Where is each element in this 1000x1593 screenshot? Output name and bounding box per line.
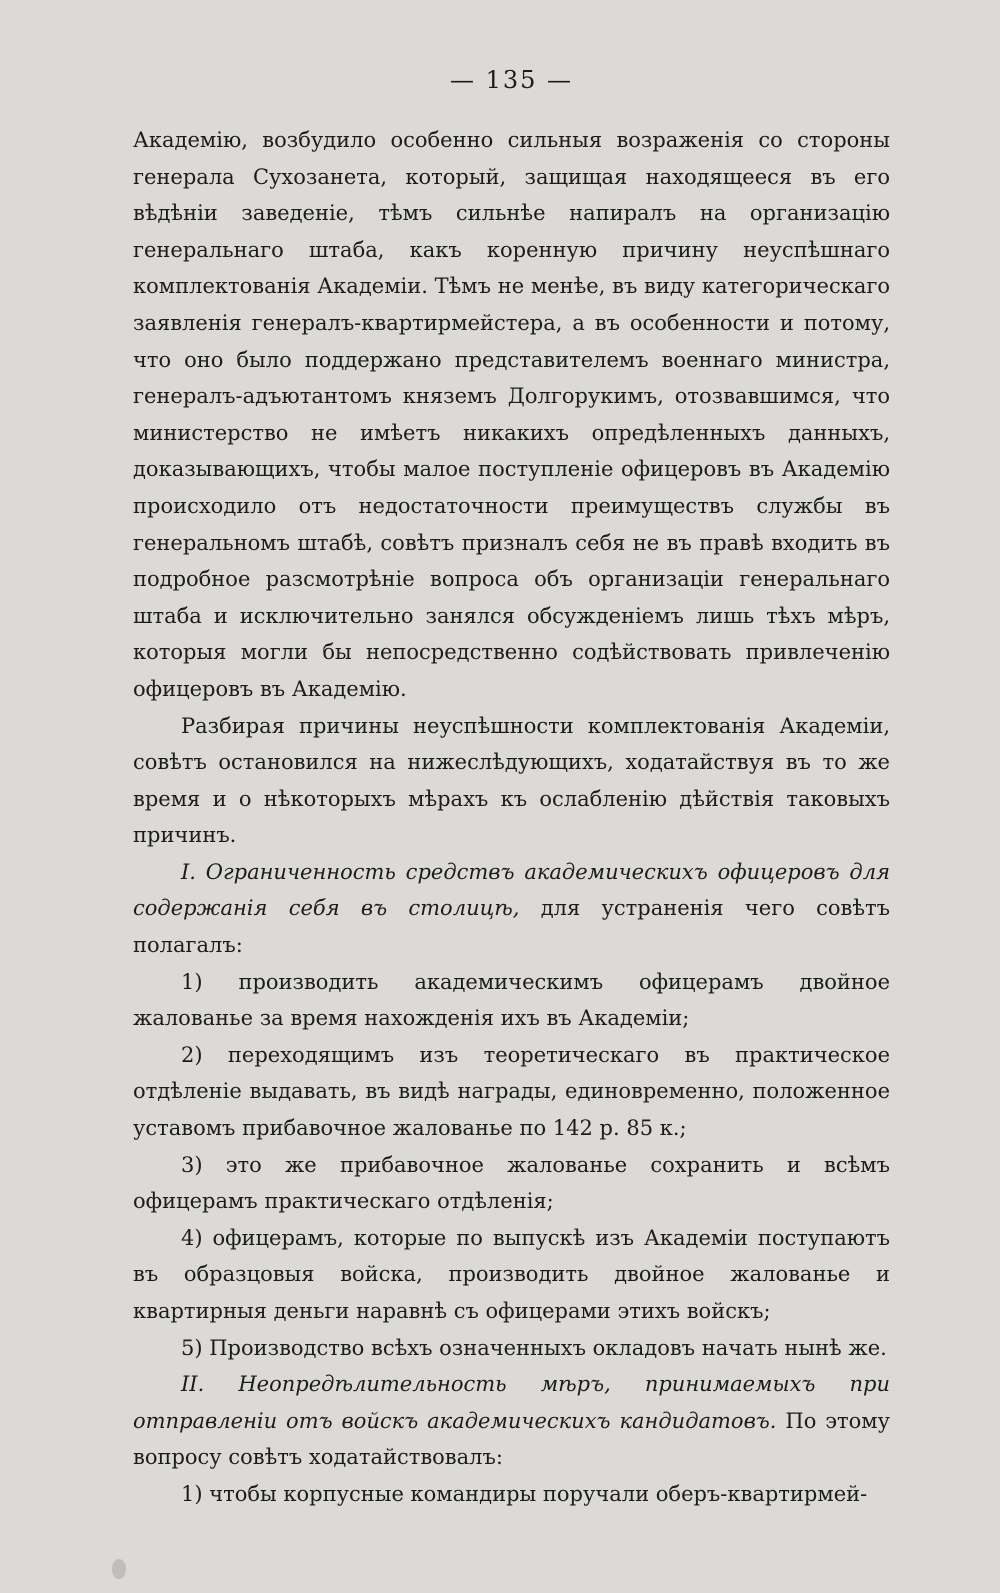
list-item-5	[133, 1330, 890, 1367]
paragraph-text: Академію, возбудило особенно сильныя возраженія со стороны генерала Сухозанета, который, защищая находящееся въ его вѣдѣніи заведеніе, тѣмъ сильнѣе напиралъ на организацію генеральнаго штаба, какъ коренную причину неуспѣшнаго комплектованія Академіи. Тѣмъ не менѣе, въ виду категорическаго заявленія генералъ-квартирмейстера, а въ особенности и потому, что оно было поддержано представителемъ военнаго министра, генералъ-адъютантомъ княземъ Долгорукимъ, отозвавшимся, что министерство не имѣетъ никакихъ опредѣленныхъ данныхъ, доказывающихъ, чтобы малое поступленіе офицеровъ въ Академію происходило отъ недостаточности преимуществъ службы въ генеральномъ штабѣ, совѣтъ призналъ себя не въ правѣ входить въ подробное разсмотрѣніе вопроса объ организаціи генеральнаго штаба и исключительно занялся обсужденіемъ лишь тѣхъ мѣръ, которыя могли бы непосредственно содѣйствовать привлеченію офицеровъ въ Академію.	[133, 128, 890, 701]
paragraph-text: 5) Производство всѣхъ означенныхъ окладовъ начать нынѣ же.	[181, 1335, 887, 1360]
list-item-6	[133, 1476, 890, 1513]
paragraph-section-2	[133, 1366, 890, 1476]
page-number: — 135 —	[449, 66, 574, 94]
list-item-4	[133, 1220, 890, 1330]
paragraph-text: 4) офицерамъ, которые по выпускѣ изъ Академіи поступаютъ въ образцовыя войска, производить двойное жалованье и квартирныя деньги наравнѣ съ офицерами этихъ войскъ;	[133, 1225, 890, 1323]
paragraph-text: По этому вопросу совѣтъ ходатайствовалъ:	[133, 1408, 890, 1470]
section-heading-italic: II. Неопредѣлительность мѣръ, принимаемыхъ при отправленіи отъ войскъ академическихъ кандидатовъ.	[133, 1372, 890, 1433]
paragraph-1	[133, 122, 890, 708]
paragraph-text: 1) производить академическимъ офицерамъ двойное жалованье за время нахожденія ихъ въ Академіи;	[133, 969, 890, 1031]
paragraph-text: 2) переходящимъ изъ теоретическаго въ практическое отдѣленіе выдавать, въ видѣ награды, единовременно, положенное уставомъ прибавочное жалованье по 142 р. 85 к.;	[133, 1042, 890, 1141]
list-item-1	[133, 964, 890, 1037]
paragraph-text: 1) чтобы корпусные командиры поручали оберъ-квартирмей-	[181, 1481, 868, 1506]
paper-stain	[112, 1559, 126, 1579]
paragraph-text: для устраненія чего совѣтъ полагалъ:	[133, 896, 890, 958]
page-body	[133, 122, 890, 1513]
list-item-3	[133, 1147, 890, 1220]
paragraph-text: Разбирая причины неуспѣшности комплектованія Академіи, совѣтъ остановился на нижеслѣдующихъ, ходатайствуя въ то же время и о нѣкоторыхъ мѣрахъ къ ослабленію дѣйствія таковыхъ причинъ.	[133, 713, 890, 848]
paragraph-2	[133, 708, 890, 854]
paragraph-3	[133, 854, 890, 964]
section-heading-italic: I. Ограниченность средствъ академическихъ офицеровъ для содержанія себя въ столицѣ,	[133, 859, 890, 921]
paragraph-text: 3) это же прибавочное жалованье сохранить и всѣмъ офицерамъ практическаго отдѣленія;	[133, 1152, 890, 1214]
list-item-2	[133, 1037, 890, 1147]
